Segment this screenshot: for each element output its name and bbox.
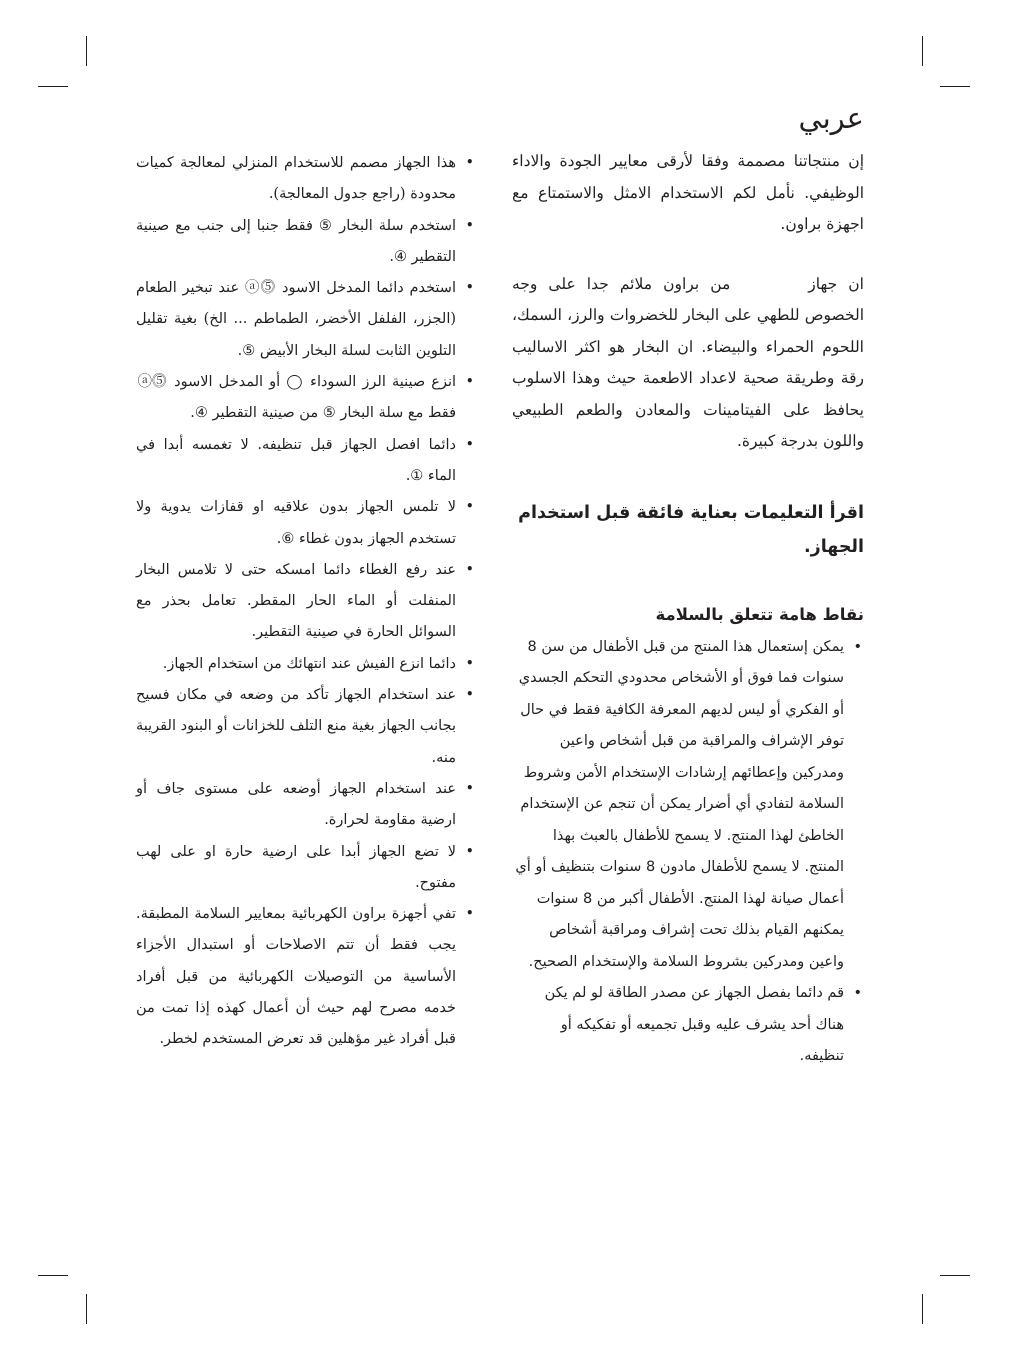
note-item: • استخدم سلة البخار ⑤ فقط جنبا إلى جنب مع صينية التقطير ④. xyxy=(136,211,476,274)
note-item: • دائما افصل الجهاز قبل تنظيفه. لا تغمسه أبدا في الماء ①. xyxy=(136,430,476,493)
crop-mark xyxy=(940,86,970,87)
description-rest: من براون ملائم جدا على وجه الخصوص للطهي على البخار للخضروات والرز، السمك، اللحوم الحمراء والبيضاء. ان البخار هو اكثر الاساليب رقة وطريقة صحية لاعداد الاطعمة حيث وهذا الاسلوب يحافظ على الفيتامينات والمعادن والطعم الطبيعي واللون بدرجة كبيرة. xyxy=(512,274,864,450)
crop-mark xyxy=(940,1275,970,1276)
crop-mark xyxy=(38,86,68,87)
crop-mark xyxy=(922,36,923,66)
safety-item: • يمكن إستعمال هذا المنتج من قبل الأطفال من سن 8 سنوات فما فوق أو الأشخاص محدودي التحكم الجسدي أو الفكري أو ليس لديهم المعرفة الكافية فقط في حال توفر الإشراف والمراقبة من قبل أشخاص واعين ومدركين وإعطائهم إرشادات الإستخدام الأمن وشروط السلامة لتفادي أي أضرار يمكن أن تنجم عن الإستخدام الخاطئ لهذا المنتج. لا يسمح للأطفال بالعبث بهذا المنتج. لا يسمح للأطفال مادون 8 سنوات بتنظيف أو أي أعمال صيانة لهذا المنتج. الأطفال أكبر من 8 سنوات يمكنهم القيام بذلك تحت إشراف ومراقبة أشخاص واعين ومدركين بشروط السلامة والإستخدام الصحيح. xyxy=(512,632,864,979)
note-item: • لا تضع الجهاز أبدا على ارضية حارة او على لهب مفتوح. xyxy=(136,837,476,900)
safety-list xyxy=(512,632,864,1073)
note-item: • عند استخدام الجهاز أوضعه على مستوى جاف أو ارضية مقاومة لحرارة. xyxy=(136,774,476,837)
safety-heading: نقاط هامة تتعلق بالسلامة xyxy=(655,604,864,624)
safety-item: • قم دائما بفصل الجهاز عن مصدر الطاقة لو لم يكن هناك أحد يشرف عليه وقبل تجميعه أو تفكيكه أو تنظيفه. xyxy=(512,978,864,1073)
note-item: • دائما انزع الفيش عند انتهائك من استخدام الجهاز. xyxy=(136,649,476,680)
crop-mark xyxy=(86,36,87,66)
note-item: • لا تلمس الجهاز بدون علاقيه او قفازات يدوية ولا تستخدم الجهاز بدون غطاء ⑥. xyxy=(136,492,476,555)
crop-mark xyxy=(86,1294,87,1324)
notes-list xyxy=(136,148,476,1056)
note-item: • استخدم دائما المدخل الاسود ⓹ⓐ عند تبخير الطعام (الجزر، الفلفل الأخضر، الطماطم ... الخ) بغية تقليل التلوين الثابت لسلة البخار الأبيض ⑤. xyxy=(136,273,476,367)
description-paragraph xyxy=(512,269,864,458)
intro-paragraph: إن منتجاتنا مصممة وفقا لأرقى معايير الجودة والاداء الوظيفي. نأمل لكم الاستخدام الامثل والاستمتاع مع اجهزة براون. xyxy=(512,152,864,233)
left-column xyxy=(136,148,476,1056)
description-start: ان جهاز xyxy=(808,274,864,293)
note-item: • عند استخدام الجهاز تأكد من وضعه في مكان فسيح بجانب الجهاز بغية منع التلف للخزانات أو البنود القريبة منه. xyxy=(136,680,476,774)
note-item: • عند رفع الغطاء دائما امسكه حتى لا تلامس البخار المنفلت أو الماء الحار المقطر. تعامل بحذر مع السوائل الحارة في صينية التقطير. xyxy=(136,555,476,649)
crop-mark xyxy=(38,1275,68,1276)
note-item: • تفي أجهزة براون الكهربائية بمعايير السلامة المطبقة. يجب فقط أن تتم الاصلاحات أو استبدال الأجزاء الأساسية من التوصيلات الكهربائية من قبل أفراد خدمه مصرح لهم حيث أن أعمال كهذه إذا تمت من قبل أفراد غير مؤهلين قد تعرض المستخدم لخطر. xyxy=(136,899,476,1055)
right-column xyxy=(512,100,864,1073)
note-item: • هذا الجهاز مصمم للاستخدام المنزلي لمعالجة كميات محدودة (راجع جدول المعالجة). xyxy=(136,148,476,211)
read-instructions-heading: اقرأ التعليمات بعناية فائقة قبل استخدام الجهاز. xyxy=(518,502,864,557)
note-item: • انزع صينية الرز السوداء ◯ أو المدخل الاسود ⓹ⓐ فقط مع سلة البخار ⑤ من صينية التقطير ④. xyxy=(136,367,476,430)
crop-mark xyxy=(922,1294,923,1324)
language-title: عربي xyxy=(798,101,864,135)
